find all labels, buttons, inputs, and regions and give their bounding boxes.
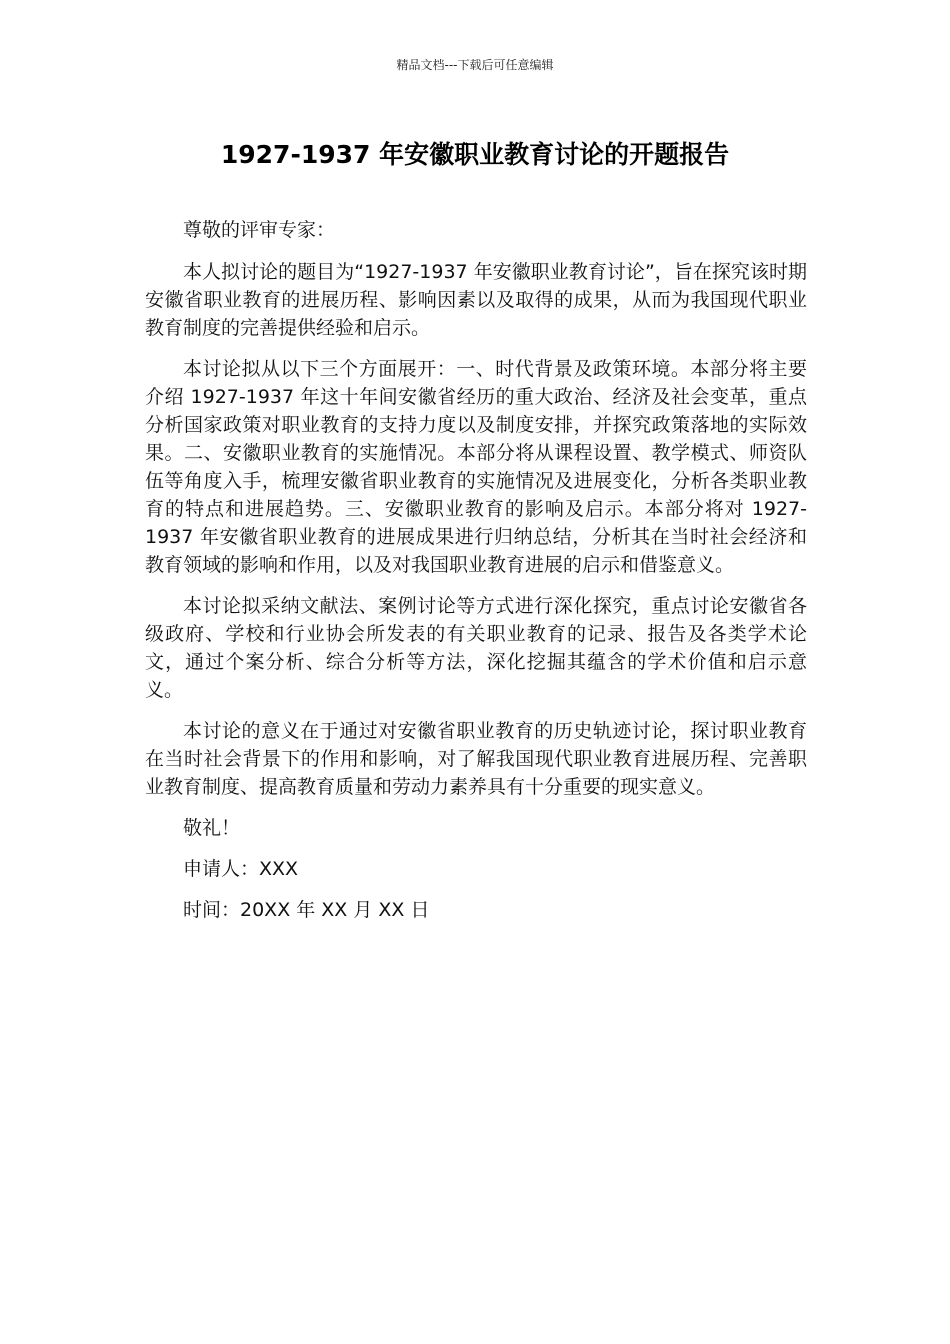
applicant-line: 申请人：XXX	[183, 858, 299, 880]
page-header: 精品文档---下载后可任意编辑	[396, 58, 554, 72]
greeting: 尊敬的评审专家：	[183, 219, 336, 241]
body-paragraph-1: 本人拟讨论的题目为“1927-1937 年安徽职业教育讨论”，旨在探究该时期安徽省职业教育的进展历程、影响因素以及取得的成果，从而为我国现代职业教育制度的完善提供经验和启示。	[145, 261, 807, 339]
date-line: 时间：20XX 年 XX 月 XX 日	[183, 899, 430, 921]
body-paragraph-3: 本讨论拟采纳文献法、案例讨论等方式进行深化探究，重点讨论安徽省各级政府、学校和行业协会所发表的有关职业教育的记录、报告及各类学术论文，通过个案分析、综合分析等方法，深化挖掘其蕴含的学术价值和启示意义。	[145, 595, 807, 701]
body-paragraph-2: 本讨论拟从以下三个方面展开：一、时代背景及政策环境。本部分将主要介绍 1927-1937 年这十年间安徽省经历的重大政治、经济及社会变革，重点分析国家政策对职业教育的支持力度以及制度安排，并探究政策落地的实际效果。二、安徽职业教育的实施情况。本部分将从课程设置、教学模式、师资队伍等角度入手，梳理安徽省职业教育的实施情况及进展变化，分析各类职业教育的特点和进展趋势。三、安徽职业教育的影响及启示。本部分将对 1927-1937 年安徽省职业教育的进展成果进行归纳总结，分析其在当时社会经济和教育领域的影响和作用，以及对我国职业教育进展的启示和借鉴意义。	[145, 358, 807, 576]
salutation: 敬礼！	[183, 817, 241, 839]
body-paragraph-4: 本讨论的意义在于通过对安徽省职业教育的历史轨迹讨论，探讨职业教育在当时社会背景下的作用和影响，对了解我国现代职业教育进展历程、完善职业教育制度、提高教育质量和劳动力素养具有十分重要的现实意义。	[145, 720, 807, 798]
document-title: 1927-1937 年安徽职业教育讨论的开题报告	[220, 140, 730, 169]
document-body	[145, 216, 807, 937]
